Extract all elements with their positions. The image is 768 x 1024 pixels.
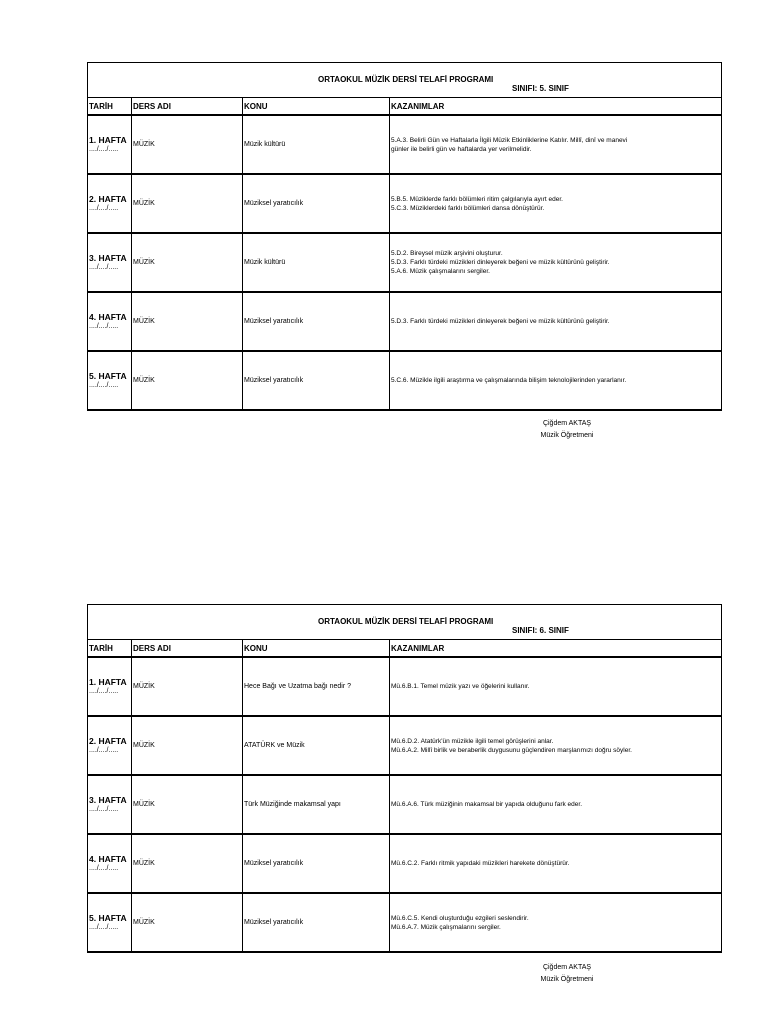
program-table xyxy=(87,604,722,953)
course-cell: MÜZİK xyxy=(132,292,243,351)
date-blank: ..../..../..... xyxy=(89,146,119,153)
title-cell xyxy=(88,605,722,640)
week-label: 2. HAFTA xyxy=(89,736,127,746)
header-date: TARİH xyxy=(88,640,132,658)
table-row xyxy=(88,233,722,292)
header-topic: KONU xyxy=(243,640,390,658)
class-label: SINIFI: 5. SINIF xyxy=(512,84,569,93)
outcome-line: 5.D.3. Farklı türdeki müzikleri dinleyerek beğeni ve müzik kültürünü geliştirir. xyxy=(391,259,610,266)
week-label: 2. HAFTA xyxy=(89,194,127,204)
outcome-line: 5.A.6. Müzik çalışmalarını sergiler. xyxy=(391,268,490,275)
signature-block xyxy=(507,418,627,442)
course-cell: MÜZİK xyxy=(132,775,243,834)
header-date: TARİH xyxy=(88,98,132,116)
program-title: ORTAOKUL MÜZİK DERSİ TELAFİ PROGRAMI xyxy=(318,617,494,626)
signature-name: Çiğdem AKTAŞ xyxy=(542,964,592,971)
outcome-line: 5.C.6. Müzikle ilgili araştırma ve çalışmalarında bilişim teknolojilerinden yararlanır. xyxy=(391,377,627,384)
week-label: 1. HAFTA xyxy=(89,677,127,687)
week-cell xyxy=(88,716,132,775)
date-blank: ..../..../..... xyxy=(89,382,119,389)
outcomes-cell xyxy=(390,174,722,233)
outcome-line: Mü.6.A.7. Müzik çalışmalarını sergiler. xyxy=(391,923,501,931)
date-blank: ..../..../..... xyxy=(89,924,119,931)
week-cell xyxy=(88,657,132,716)
week-label: 5. HAFTA xyxy=(89,913,127,923)
topic-cell: Hece Bağı ve Uzatma bağı nedir ? xyxy=(243,657,390,716)
program-table xyxy=(87,62,722,411)
outcome-line: günler ile belirli gün ve haftalarda yer verilmelidir. xyxy=(391,145,532,153)
week-label: 4. HAFTA xyxy=(89,854,127,864)
date-blank: ..../..../..... xyxy=(89,323,119,330)
outcome-line: 5.B.5. Müziklerde farklı bölümleri ritim çalgılarıyla ayırt eder. xyxy=(391,195,563,203)
topic-cell: Müziksel yaratıcılık xyxy=(243,893,390,952)
outcome-line: 5.D.2. Bireysel müzik arşivini oluşturur. xyxy=(391,250,503,257)
date-blank: ..../..../..... xyxy=(89,264,119,271)
outcomes-cell xyxy=(390,775,722,834)
week-cell xyxy=(88,834,132,893)
program-sheet-6 xyxy=(87,604,721,983)
header-course: DERS ADI xyxy=(132,640,243,658)
topic-cell: Müziksel yaratıcılık xyxy=(243,834,390,893)
course-cell: MÜZİK xyxy=(132,115,243,174)
outcomes-cell xyxy=(390,115,722,174)
table-row xyxy=(88,174,722,233)
outcomes-cell xyxy=(390,292,722,351)
topic-cell: Müziksel yaratıcılık xyxy=(243,174,390,233)
topic-cell: Müziksel yaratıcılık xyxy=(243,351,390,410)
week-label: 3. HAFTA xyxy=(89,253,127,263)
week-cell xyxy=(88,351,132,410)
outcome-line: Mü.6.A.2. Millî birlik ve beraberlik duygusunu güçlendiren marşlarımızı doğru söyler. xyxy=(391,746,632,754)
header-row xyxy=(88,640,722,658)
table-row xyxy=(88,657,722,716)
week-cell xyxy=(88,174,132,233)
outcome-line: 5.C.3. Müziklerdeki farklı bölümleri dansa dönüştürür. xyxy=(391,204,545,212)
course-cell: MÜZİK xyxy=(132,893,243,952)
date-blank: ..../..../..... xyxy=(89,205,119,212)
program-sheet-5 xyxy=(87,62,721,439)
class-label: SINIFI: 6. SINIF xyxy=(512,626,569,635)
outcome-line: Mü.6.D.2. Atatürk'ün müzikle ilgili temel görüşlerini anlar. xyxy=(391,737,554,745)
course-cell: MÜZİK xyxy=(132,834,243,893)
week-label: 5. HAFTA xyxy=(89,371,127,381)
outcome-line: 5.D.3. Farklı türdeki müzikleri dinleyerek beğeni ve müzik kültürünü geliştirir. xyxy=(391,318,610,325)
week-cell xyxy=(88,775,132,834)
signature-block xyxy=(507,962,627,986)
course-cell: MÜZİK xyxy=(132,716,243,775)
course-cell: MÜZİK xyxy=(132,351,243,410)
outcome-line: Mü.6.B.1. Temel müzik yazı ve öğelerini kullanır. xyxy=(391,683,530,690)
topic-cell: Müzik kültürü xyxy=(243,233,390,292)
header-row xyxy=(88,98,722,116)
outcomes-cell xyxy=(390,351,722,410)
table-row xyxy=(88,115,722,174)
week-label: 4. HAFTA xyxy=(89,312,127,322)
date-blank: ..../..../..... xyxy=(89,806,119,813)
header-outcomes: KAZANIMLAR xyxy=(390,640,722,658)
outcome-line: Mü.6.A.6. Türk müziğinin makamsal bir yapıda olduğunu fark eder. xyxy=(391,801,583,808)
week-cell xyxy=(88,115,132,174)
week-cell xyxy=(88,893,132,952)
week-label: 1. HAFTA xyxy=(89,135,127,145)
table-row xyxy=(88,834,722,893)
header-course: DERS ADI xyxy=(132,98,243,116)
outcomes-cell xyxy=(390,657,722,716)
topic-cell: Müziksel yaratıcılık xyxy=(243,292,390,351)
topic-cell: Türk Müziğinde makamsal yapı xyxy=(243,775,390,834)
outcomes-cell xyxy=(390,233,722,292)
outcomes-cell xyxy=(390,893,722,952)
week-label: 3. HAFTA xyxy=(89,795,127,805)
outcomes-cell xyxy=(390,716,722,775)
signature-name: Çiğdem AKTAŞ xyxy=(542,420,592,427)
header-outcomes: KAZANIMLAR xyxy=(390,98,722,116)
table-row xyxy=(88,292,722,351)
title-cell xyxy=(88,63,722,98)
outcome-line: Mü.6.C.5. Kendi oluşturduğu ezgileri seslendirir. xyxy=(391,914,529,922)
header-topic: KONU xyxy=(243,98,390,116)
table-row xyxy=(88,775,722,834)
course-cell: MÜZİK xyxy=(132,174,243,233)
table-row xyxy=(88,351,722,410)
outcome-line: Mü.6.C.2. Farklı ritmik yapıdaki müzikleri harekete dönüştürür. xyxy=(391,860,570,867)
program-title: ORTAOKUL MÜZİK DERSİ TELAFİ PROGRAMI xyxy=(318,75,494,84)
outcomes-cell xyxy=(390,834,722,893)
table-row xyxy=(88,893,722,952)
signature-role: Müzik Öğretmeni xyxy=(540,976,594,983)
week-cell xyxy=(88,292,132,351)
date-blank: ..../..../..... xyxy=(89,747,119,754)
topic-cell: Müzik kültürü xyxy=(243,115,390,174)
date-blank: ..../..../..... xyxy=(89,865,119,872)
table-row xyxy=(88,716,722,775)
topic-cell: ATATÜRK ve Müzik xyxy=(243,716,390,775)
date-blank: ..../..../..... xyxy=(89,688,119,695)
course-cell: MÜZİK xyxy=(132,233,243,292)
outcome-line: 5.A.3. Belirli Gün ve Haftalarla İlgili Müzik Etkinliklerine Katılır. Millî, dinî ve manevi xyxy=(391,136,628,144)
week-cell xyxy=(88,233,132,292)
signature-role: Müzik Öğretmeni xyxy=(540,432,594,439)
course-cell: MÜZİK xyxy=(132,657,243,716)
